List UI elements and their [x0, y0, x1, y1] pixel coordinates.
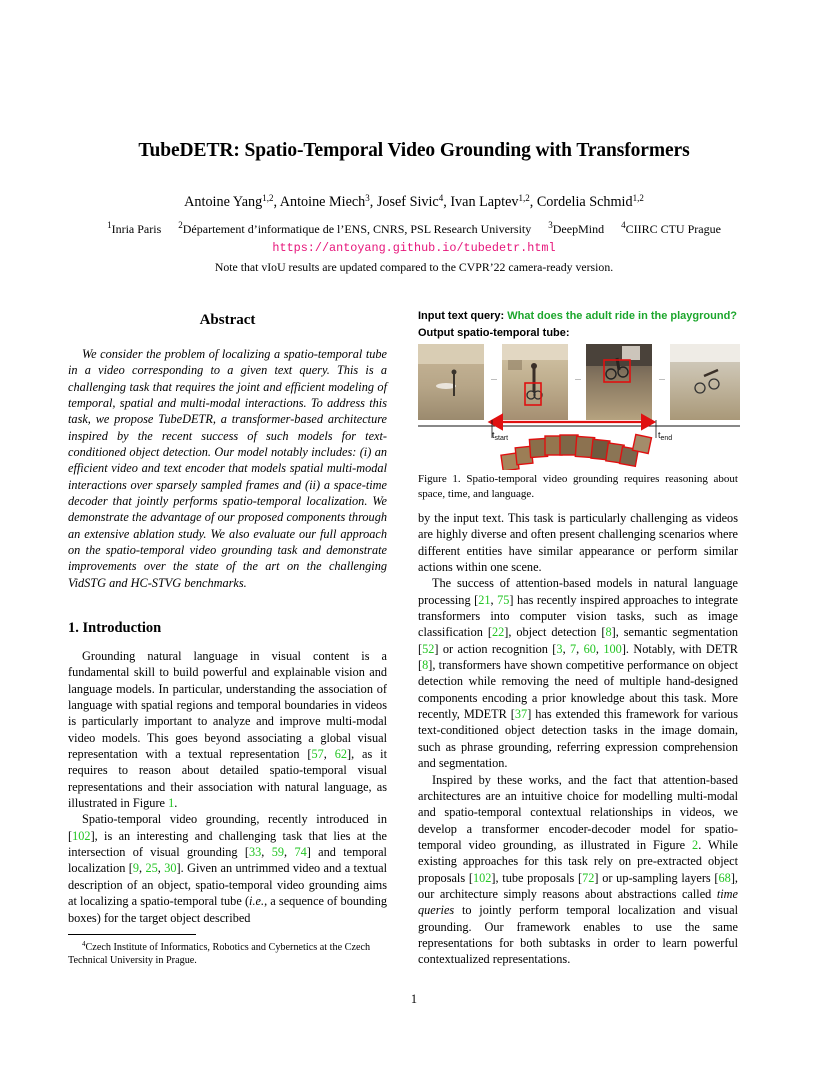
author: Antoine Yang$^{1,2}$ [184, 193, 274, 210]
video-frame-3 [586, 344, 652, 420]
citation-link[interactable]: 75 [497, 592, 510, 607]
citation-link[interactable]: 37 [514, 707, 528, 722]
citation-link[interactable]: 8 [605, 625, 612, 640]
citation-link[interactable]: 102 [472, 870, 492, 885]
citation-link[interactable]: 33 [249, 845, 262, 860]
citation-link[interactable]: 57 [311, 747, 324, 762]
author-list: Antoine Yang$^{1,2}$, Antoine Miech$^3$, Josef Sivic$^4$, Ivan Laptev$^{1,2}$, Cordelia Schmid$^{1,2}$ [184, 193, 644, 210]
section-heading-introduction: 1. Introduction [68, 620, 162, 636]
abstract-text: We consider the problem of localizing a spatio-temporal tube in a video corresponding to a given text query. This is a challenging task that requires the joint and efficient modeling of temporal, spatial and multi-modal interactions. To address this task, we propose TubeDETR, a transformer-based architecture inspired by the recent success of such models for text-conditioned object detection. Our model notably includes: (i) an efficient video and text encoder that models spatial multi-modal interactions over sparsely sampled frames and (ii) a space-time decoder that jointly performs spatio-temporal localization. We demonstrate the advantage of our proposed components through an extensive ablation study. We also evaluate our full approach on the spatio-temporal video grounding task and demonstrate improvements over the state of the art on the challenging VidSTG and HC-STVG benchmarks. [68, 347, 387, 590]
figure-1-illustration [418, 342, 740, 470]
citation-link[interactable]: 60 [583, 641, 596, 656]
footnote: $^4$Czech Institute of Informatics, Robotics and Cybernetics at the Czech Technical University in Prague. [68, 940, 371, 966]
right-paragraph-1: by the input text. This task is particularly challenging as videos are highly diverse and often present challenging scenarios where different entities have similar appearance or perform similar actions within one scene. [418, 511, 738, 575]
citation-link[interactable]: 30 [164, 861, 177, 876]
author: Cordelia Schmid$^{1,2}$ [536, 193, 644, 210]
project-url-link[interactable]: https://antoyang.github.io/tubedetr.html [272, 241, 556, 255]
citation-link[interactable]: 52 [422, 641, 435, 656]
citation-link[interactable]: 3 [556, 641, 563, 656]
video-frame-4 [670, 344, 740, 420]
citation-link[interactable]: 59 [271, 845, 285, 860]
frame-ellipsis: ... [659, 373, 665, 382]
affiliation: $^1$Inria Paris [107, 220, 162, 236]
video-frame-1 [418, 344, 484, 420]
citation-link[interactable]: 102 [72, 828, 91, 843]
citation-link[interactable]: 68 [718, 870, 731, 885]
citation-link[interactable]: 74 [294, 845, 307, 860]
footnote-divider [68, 934, 196, 935]
citation-link[interactable]: 25 [145, 861, 158, 876]
frame-ellipsis: ... [491, 373, 497, 382]
figure-query-line: Input text query: What does the adult ride in the playground? [418, 310, 738, 322]
figure-1-caption: Figure 1. Spatio-temporal video grounding requires reasoning about space, time, and language. [418, 473, 738, 500]
affiliation-list [0, 220, 828, 237]
t-end-label: $t_{end}$ [658, 430, 673, 442]
update-note: Note that vIoU results are updated compared to the CVPR’22 camera-ready version. [214, 260, 614, 274]
paper-title: TubeDETR: Spatio-Temporal Video Grounding with Transformers [138, 140, 690, 161]
video-frame-2 [502, 344, 568, 420]
affiliation: $^2$Département d’informatique de l’ENS, CNRS, PSL Research University [178, 220, 532, 236]
intro-paragraph-2: Spatio-temporal video grounding, recently introduced in [102], is an interesting and challenging task that lies at the intersection of visual grounding [33, 59, 74] and temporal localization [9, 25, 30]. Given an untrimmed video and a textual description of an object, spatio-temporal video grounding aims at localizing a spatio-temporal tube (i.e., a sequence of bounding boxes) for the target object described [68, 812, 387, 925]
right-column-body [418, 510, 738, 968]
right-paragraph-3: Inspired by these works, and the fact that attention-based architectures are an intuitive choice for modelling multi-modal and spatio-temporal contextual relationships in videos, we develop a transformer encoder-decoder model for spatio-temporal video grounding, as illustrated in Figure 2. While existing approaches for this task rely on pre-extracted object proposals [102], tube proposals [72] or up-sampling layers [68], our architecture simply reasons about abstractions called time queries to jointly perform temporal localization and visual grounding. Our framework enables to use the same representations for both subtasks in order to learn powerful contextualized representations. [418, 772, 738, 967]
citation-link[interactable]: 22 [491, 625, 505, 640]
t-start-label: $t_{start}$ [492, 430, 509, 442]
figure-ref-link[interactable]: 1 [168, 796, 175, 811]
citation-link[interactable]: 100 [603, 641, 622, 656]
abstract-heading: Abstract [199, 312, 256, 328]
citation-link[interactable]: 62 [334, 747, 348, 762]
author: Ivan Laptev$^{1,2}$ [450, 193, 530, 210]
spatio-temporal-tube [501, 435, 652, 470]
figure-output-label: Output spatio-temporal tube: [418, 327, 570, 339]
page-number: 1 [410, 992, 418, 1006]
introduction-body [68, 648, 387, 926]
intro-paragraph-1: Grounding natural language in visual content is a fundamental skill to build powerful and explainable vision and language models. In particular, understanding the association of language with spatial regions and temporal boundaries in videos is particularly important to analyze and improve multi-modal video models. This goes beyond associating a global visual representation with a textual representation [57, 62], as it requires to reason about detailed spatio-temporal visual representations and their association with natural language, as illustrated in Figure 1. [68, 649, 387, 811]
affiliation: $^4$CIIRC CTU Prague [621, 220, 721, 236]
citation-link[interactable]: 8 [422, 658, 429, 673]
author: Josef Sivic$^4$ [376, 193, 444, 210]
citation-link[interactable]: 7 [570, 641, 577, 656]
affiliation: $^3$DeepMind [548, 220, 605, 236]
citation-link[interactable]: 21 [478, 592, 491, 607]
author: Antoine Miech$^3$ [279, 193, 370, 210]
right-paragraph-2: The success of attention-based models in natural language processing [21, 75] has recently inspired approaches to integrate transformers into computer vision tasks, such as image classification [22], object detection [8], semantic segmentation [52] or action recognition [3, 7, 60, 100]. Notably, with DETR [8], transformers have shown competitive performance on object detection while removing the need of multiple hand-designed components encoding a prior knowledge about this task. More recently, MDETR [37] has extended this framework for various text-conditioned object detection tasks in the image domain, such as phrase grounding, referring expression comprehension and segmentation. [418, 576, 738, 771]
figure-ref-link[interactable]: 2 [692, 837, 699, 852]
frame-ellipsis: ... [575, 373, 581, 382]
citation-link[interactable]: 72 [582, 870, 595, 885]
citation-link[interactable]: 9 [132, 861, 139, 876]
